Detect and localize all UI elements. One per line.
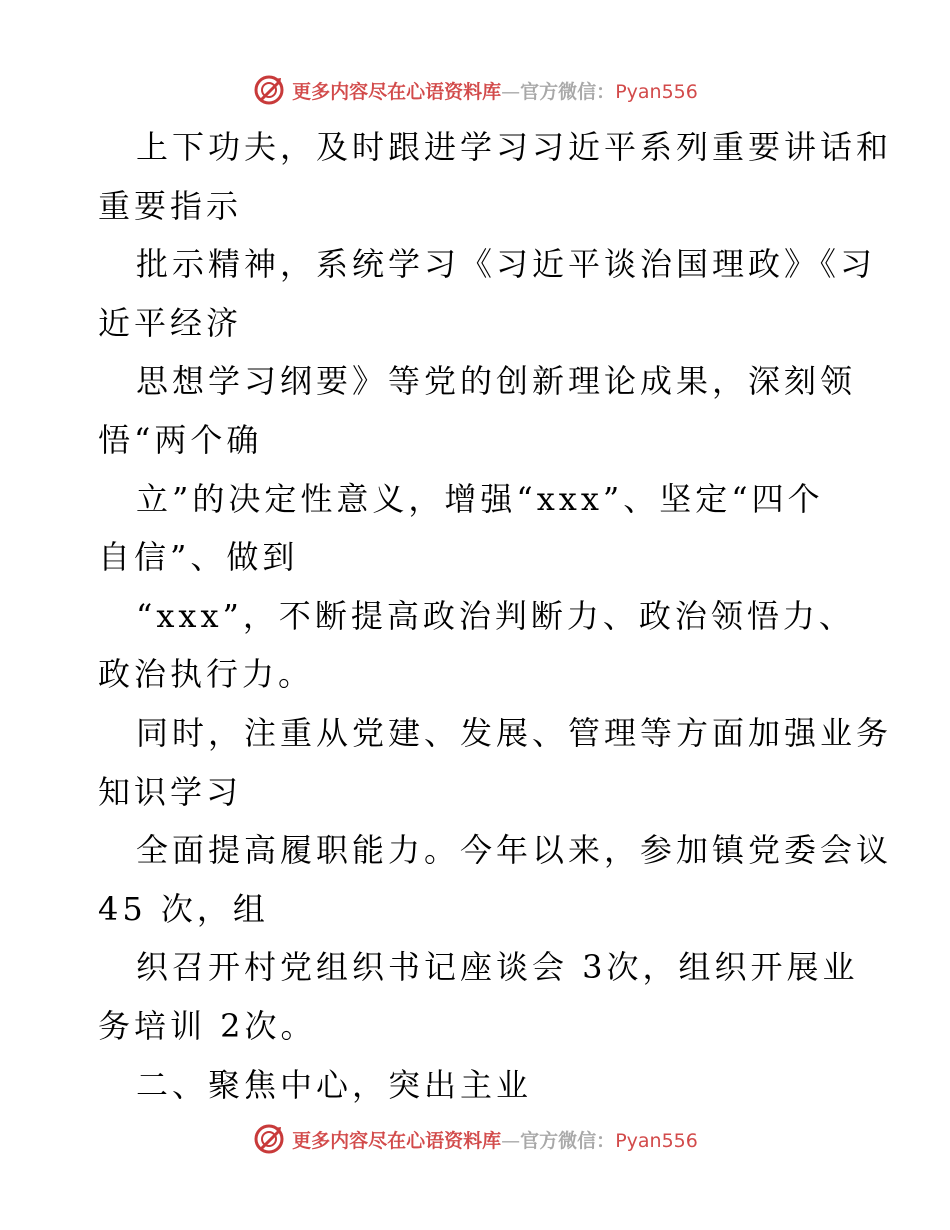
text-line: 思想学习纲要》等党的创新理论成果，深刻领 [136, 362, 857, 401]
text-line: 批示精神，系统学习《习近平谈治国理政》《习 [136, 245, 877, 284]
text-line: 务培训 2次。 [98, 1006, 317, 1045]
text-line: 立”的决定性意义，增强“xxx”、坚定“四个 [136, 479, 824, 518]
watermark-official-label: 官方微信： [520, 80, 616, 103]
watermark-brand: 更多内容尽在心语资料库 [292, 80, 502, 103]
watermark-wechat-id: Pyan556 [615, 1129, 698, 1152]
text-line: 45 次，组 [98, 889, 269, 928]
watermark-text [292, 77, 698, 104]
watermark-wechat-id: Pyan556 [615, 80, 698, 103]
text-line: 重要指示 [98, 186, 243, 225]
text-line: 织召开村党组织书记座谈会 3次，组织开展业 [136, 948, 859, 987]
watermark-separator: — [501, 80, 521, 103]
watermark-separator: — [501, 1129, 521, 1152]
watermark-official-label: 官方微信： [520, 1129, 616, 1152]
text-line: “xxx”，不断提高政治判断力、政治领悟力、 [136, 596, 855, 635]
text-line: 悟“两个确 [98, 420, 263, 459]
text-line: 同时，注重从党建、发展、管理等方面加强业务 [136, 713, 893, 752]
brand-logo-icon [252, 73, 286, 107]
watermark-text [292, 1126, 698, 1153]
text-line: 全面提高履职能力。今年以来，参加镇党委会议 [136, 831, 893, 870]
header-watermark [0, 70, 950, 110]
text-line: 近平经济 [98, 303, 243, 342]
text-line: 上下功夫，及时跟进学习习近平系列重要讲话和 [136, 128, 893, 166]
footer-watermark [0, 1119, 950, 1159]
document-body [98, 118, 893, 1114]
section-heading: 二、聚焦中心，突出主业 [136, 1065, 533, 1104]
text-line: 政治执行力。 [98, 655, 315, 694]
text-line: 知识学习 [98, 772, 243, 811]
brand-logo-icon [252, 1122, 286, 1156]
text-line: 自信”、做到 [98, 538, 299, 577]
watermark-brand: 更多内容尽在心语资料库 [292, 1129, 502, 1152]
